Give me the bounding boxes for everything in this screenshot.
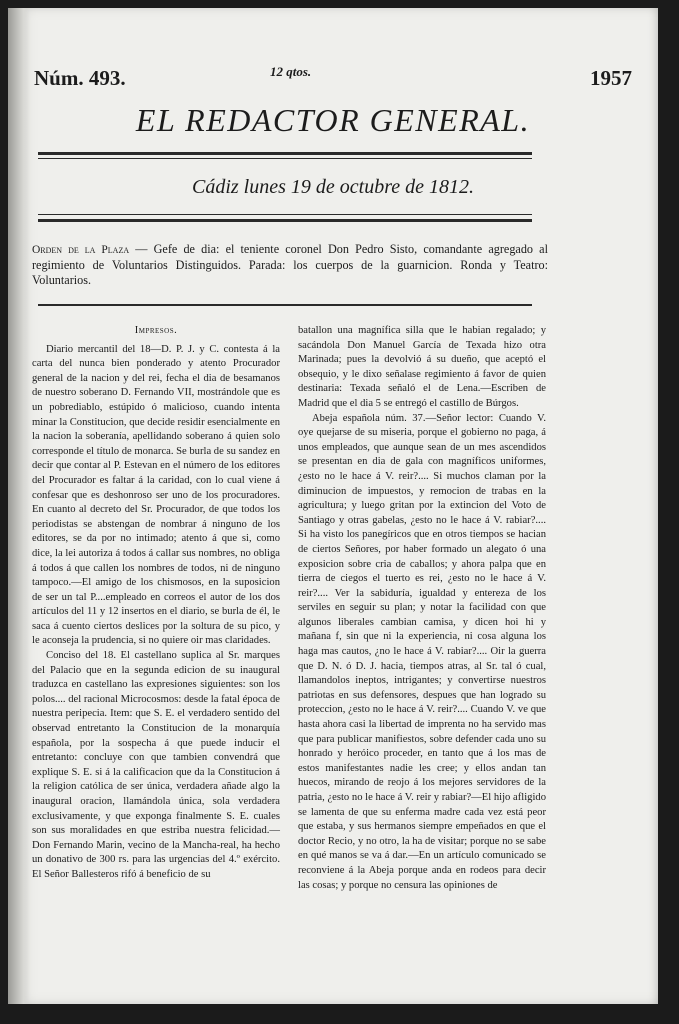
rule-date-thin (38, 214, 532, 215)
section-heading: Impresos. (134, 325, 178, 336)
paragraph-diario: Diario mercantil del 18—D. P. J. y C. contesta á la carta del nunca bien ponderado y atento Procurador general de la nacion y del rei, fecha el dia de besamanos de nuestro soberano D. Fernando VII, mostrándole que es un pobrediablo, estúpido ó malicioso, cuando intenta minar la Constitucion, que decide residir esencialmente en la nacion la soberanía, apellidando soberano á quien solo corresponde el título de monarca. Se burla de su sandez en decir que contar al P. Estevan en el número de los editores del Procurador es faltar á la caridad, con lo cual viene á confesar que es deshonroso ser uno de los procuradores. En cuanto al decreto del Sr. Procurador, de que todos los periodistas se abstengan de nombrar á ninguno de los editores, se da por no intimado; atento á que si, como dice, la lei autoriza á todos á callar sus nombres, no obliga á todos á que callen los nombres de todos, ni de ninguno tampoco.—El amigo de los chismosos, en la suposicion de ser un tal P....empleado en correos el autor de los dos artículos del 11 y 12 insertos en el diario, se burla de él, le saca á cuento ciertos deslices por la soltura de su pico, y le aconseja la prudencia, si no quiere oir mas claridades. (32, 343, 280, 647)
page-number: 1957 (590, 66, 632, 90)
orden-text: — Gefe de dia: el teniente coronel Don Pedro Sisto, comandante agregado al regimiento de Voluntarios Distinguidos. Parada: los cuerpos de la guarnicion. Ronda y Teatro: Voluntarios. (32, 242, 548, 287)
column-right (298, 324, 546, 893)
price-note: 12 qtos. (270, 64, 312, 79)
newspaper-page (8, 8, 658, 1004)
book-spine-shadow (8, 8, 30, 1004)
orden-de-la-plaza (32, 242, 548, 288)
paragraph-conciso: Conciso del 18. El castellano suplica al Sr. marques del Palacio que en la segunda edicion de su inaugural traduzca en castellano las expresiones siguientes: son los polos.... del racional Microcosmos: desde la fatal época de nuestra peripecia. Item: que S. E. el verdadero sentido del observad entretanto la Constitucion de la monarquía española, por la sospecha á que puede inducir el entretanto: concluye con que tambien convendrá que explique S. E. si á la calificacion que da la Constitucion á la religion católica de ser única, verdadera añade algo la inaugural oracion, llamándola única, sola verdadera exclusivamente, y que exponga finalmente S. E. cuales son sus moralidades en que estriba nuestra felicidad.—Don Fernando Marin, vecino de la Mancha-real, ha hecho un donativo de 300 rs. para las urgencias del 4.º exército. El Señor Ballesteros rifó á beneficio de su (32, 650, 280, 880)
orden-label: Orden de la Plaza (32, 244, 130, 256)
paragraph-batallon: batallon una magnífica silla que le habian regalado; y sacándola Don Manuel García de Texada hizo otra Marinada; pues la devolvió á su dueño, que aceptó el obsequio, y le dixo señalase regimiento á favor de quien destinaria: Texada señaló el de Lena.—Escriben de Madrid que el dia 5 se entregó el castillo de Búrgos. (298, 325, 546, 409)
dateline: Cádiz lunes 19 de octubre de 1812. (191, 176, 474, 198)
issue-number: Núm. 493. (34, 66, 126, 90)
rule-date-thick (38, 219, 532, 222)
rule-top-thick (38, 152, 532, 155)
rule-section (38, 304, 532, 306)
masthead-row (34, 66, 634, 96)
rule-top-thin (38, 158, 532, 159)
paragraph-abeja: Abeja española núm. 37.—Señor lector: Cuando V. oye quejarse de su miseria, porque el gobierno no paga, á unos empleados, que aunque sean de un mes ascendidos se presentan en dia de gala con magníficos uniformes, ¿esto no le hace á V. reir?.... Si muchos claman por la diminucion de impuestos, y remocion de trabas en la agricultura; y luego gritan por la extincion del Voto de Santiago y otras gabelas, ¿esto no le hace á V. rabiar?.... Si ha visto los panegíricos que en otros tiempos se hacian de ciertos Señores, por haber formado un alegato ó una exposicion sobre cria de caballos; y ahora palpa que en tierra de ciegos el tuerto es rei, ¿esto no le hace á V. reir?.... Ver la sabiduría, igualdad y entereza de los serviles en seguir su plan; y notar la facilidad con que algunos liberales cambian camisa, y dicen hoi hi y mañana f, sin que ni la experiencia, ni cosa alguna los haga mas cautos, ¿no le hace á V. rabiar?.... Oir la guerra que D. N. ó D. J. hacia, tiempos atras, al Sr. tal ó cual, llamandolos ineptos, intrigantes; y convertirse nuestros patriotas en sus defensores, despues que han logrado su proteccion, ¿esto no le hace á V. reir?.... Cuando V. ve que hasta ahora casi la libertad de imprenta no ha servido mas que para publicar manifiestos, sobre defender cada uno su honrado y heróico proceder, en tanto que á los mas de estos manifestantes nadie les cree; y ellos andan tan huecos, mirando de reojo á los mejores servidores de la patria, ¿esto no le hace á V. reir y rabiar?—El hijo afligido se lamenta de que su enferma madre cada vez está peor que estaba, y sus hermanos siempre empeñados en que el doctor Recio, y no otro, la ha de visitar; porque no se sabe en qué manos se va á dar.—En un artículo comunicado se reconviene á la Abeja porque anda en rodeos para decir las cosas; y porque no censura las opiniones de (298, 412, 546, 891)
newspaper-title: EL REDACTOR GENERAL. (135, 102, 531, 138)
column-left (32, 324, 280, 883)
